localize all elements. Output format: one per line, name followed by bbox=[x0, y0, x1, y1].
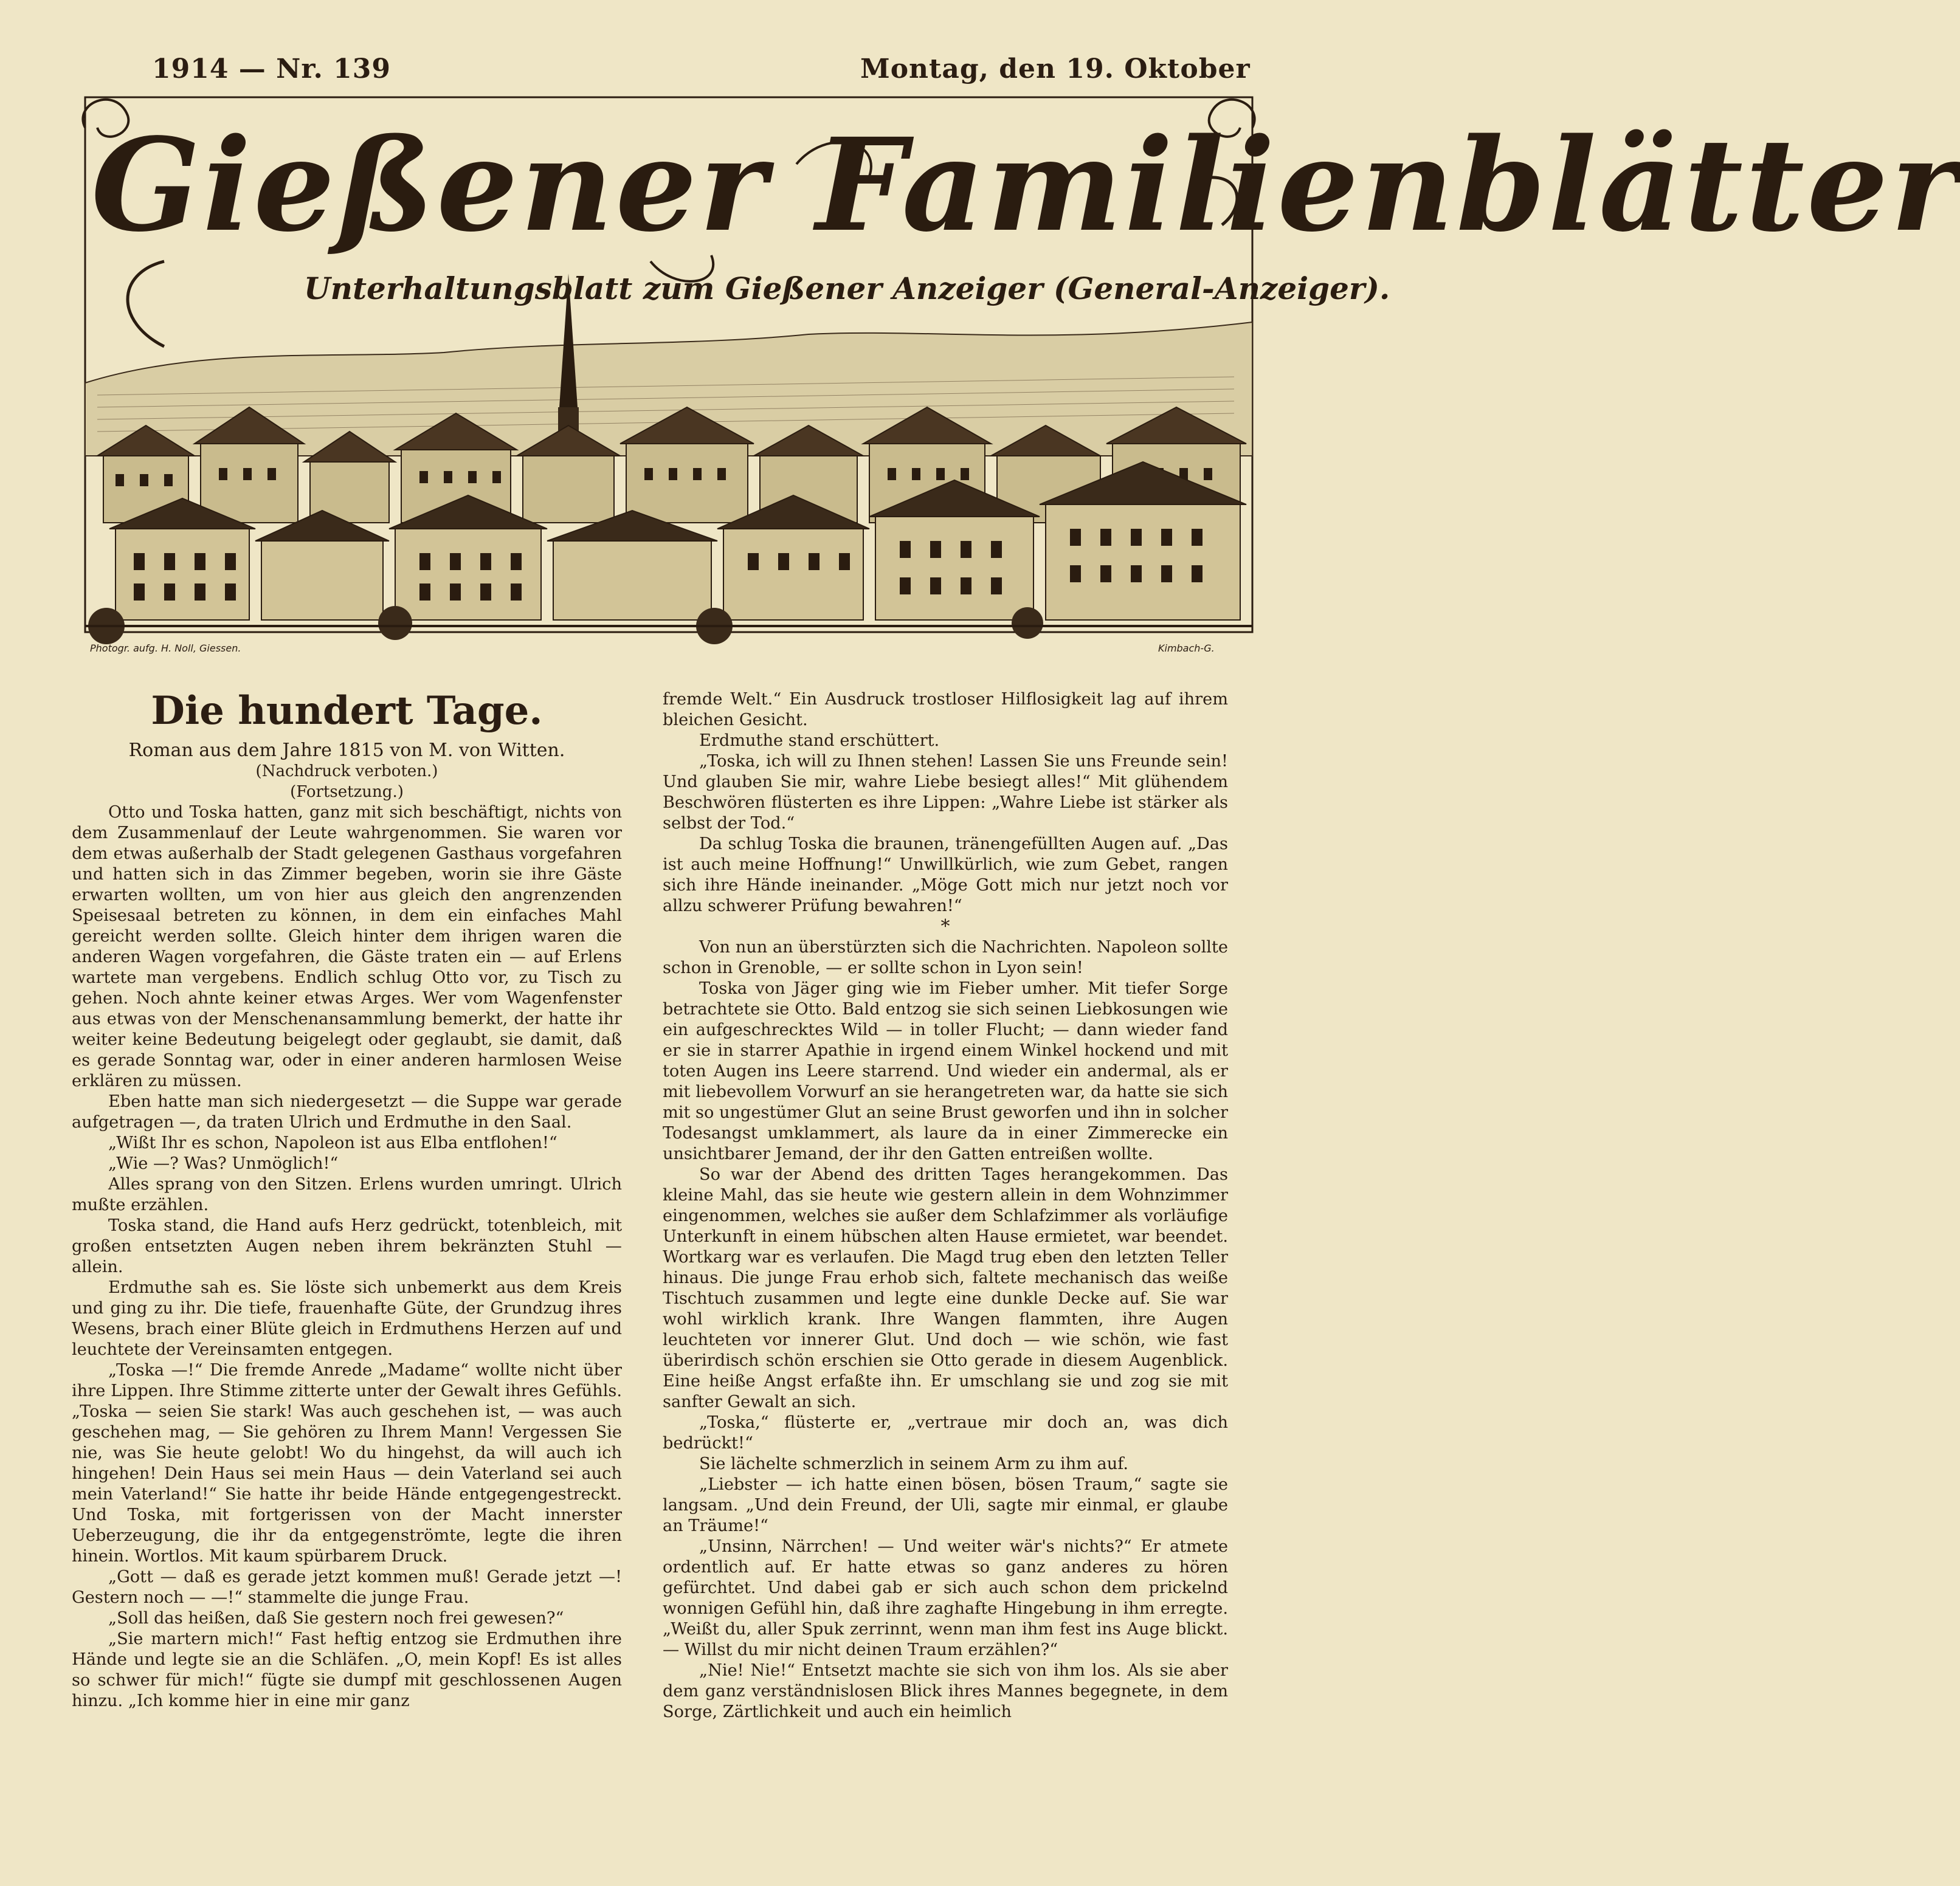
newspaper-subtitle: Unterhaltungsblatt zum Gießener Anzeiger (General-Anzeiger). bbox=[304, 270, 1390, 306]
issue-date: Montag, den 19. Oktober bbox=[860, 53, 1251, 84]
paragraph: „Nie! Nie!“ Entsetzt machte sie sich von ihm los. Als sie aber dem ganz verständnislosen Blick ihres Mannes begegnete, in dem Sorge, Zärtlichkeit und auch ein heimlich bbox=[663, 1661, 1228, 1721]
masthead bbox=[79, 91, 1960, 638]
article-column-left bbox=[72, 687, 622, 1712]
paragraph: Eben hatte man sich niedergesetzt — die Suppe war gerade aufgetragen —, da traten Ulrich und Erdmuthe in den Saal. bbox=[72, 1092, 622, 1132]
paragraph: „Sie martern mich!“ Fast heftig entzog sie Erdmuthen ihre Hände und legte sie an die Schläfen. „O, mein Kopf! Es ist alles so schwer für mich!“ fügte sie dumpf mit geschlossenen Augen hinzu. „Ich komme hier in eine mir ganz bbox=[72, 1630, 622, 1710]
paragraph: „Gott — daß es gerade jetzt kommen muß! Gerade jetzt —! Gestern noch — —!“ stammelte die junge Frau. bbox=[72, 1568, 622, 1607]
reprint-note: (Nachdruck verboten.) bbox=[255, 762, 438, 780]
paragraph: „Liebster — ich hatte einen bösen, bösen Traum,“ sagte sie langsam. „Und dein Freund, der Uli, sagte mir einmal, er glaube an Träume!“ bbox=[663, 1475, 1228, 1535]
article-column-right bbox=[663, 689, 1228, 1723]
engraver-credit: Kimbach-G. bbox=[1158, 642, 1215, 654]
paragraph: Von nun an überstürzten sich die Nachrichten. Napoleon sollte schon in Grenoble, — er sollte schon in Lyon sein! bbox=[663, 938, 1228, 977]
paragraph: Da schlug Toska die braunen, tränengefüllten Augen auf. „Das ist auch meine Hoffnung!“ Unwillkürlich, wie zum Gebet, rangen sich ihre Hände ineinander. „Möge Gott mich nur jetzt noch vor allzu schwerer Prüfung bewahren!“ bbox=[663, 835, 1228, 915]
paragraph: „Toska —!“ Die fremde Anrede „Madame“ wollte nicht über ihre Lippen. Ihre Stimme zitterte unter der Gewalt ihres Gefühls. „Toska — seien Sie stark! Was auch geschehen ist, — was auch geschehen mag, — Sie gehören zu Ihrem Mann! Vergessen Sie nie, was Sie heute gelobt! Wo du hingehst, da will auch ich hingehen! Dein Haus sei mein Haus — dein Vaterland sei auch mein Vaterland!“ Sie hatte ihr beide Hände entgegengestreckt. Und Toska, mit fortgerissen von der Macht innerster Ueberzeugung, die ihr da entgegenströmte, legte die ihren hinein. Wortlos. Mit kaum spürbarem Druck. bbox=[72, 1361, 622, 1566]
paragraph: Toska von Jäger ging wie im Fieber umher. Mit tiefer Sorge betrachtete sie Otto. Bald entzog sie sich seinen Liebkosungen wie ein aufgeschrecktes Wild — in toller Flucht; — dann wieder fand er sie in starrer Apathie in irgend einem Winkel hockend und mit toten Augen ins Leere starrend. Und wieder ein andermal, als er mit liebevollem Vorwurf an sie herangetreten war, da hatte sie sich mit so ungestümer Glut an seine Brust geworfen und ihn in solcher Todesangst umklammert, als laure da in einer Zimmerecke ein unsichtbarer Jemand, der ihr den Gatten entreißen wollte. bbox=[663, 979, 1228, 1163]
photo-credit: Photogr. aufg. H. Noll, Giessen. bbox=[90, 642, 241, 654]
paragraph: Erdmuthe stand erschüttert. bbox=[699, 731, 940, 750]
paragraph: „Soll das heißen, daß Sie gestern noch frei gewesen?“ bbox=[108, 1609, 564, 1628]
continuation-note: (Fortsetzung.) bbox=[290, 783, 404, 801]
paragraph: fremde Welt.“ Ein Ausdruck trostloser Hilflosigkeit lag auf ihrem bleichen Gesicht. bbox=[663, 690, 1228, 729]
issue-number: 1914 — Nr. 139 bbox=[152, 53, 391, 84]
paragraph: „Wie —? Was? Unmöglich!“ bbox=[108, 1154, 339, 1173]
paragraph: Erdmuthe sah es. Sie löste sich unbemerkt aus dem Kreis und ging zu ihr. Die tiefe, frauenhafte Güte, der Grundzug ihres Wesens, brach einer Blüte gleich in Erdmuthens Herzen auf und leuchtete der Vereinsamten entgegen. bbox=[72, 1278, 622, 1359]
paragraph: „Toska, ich will zu Ihnen stehen! Lassen Sie uns Freunde sein! Und glauben Sie mir, wahre Liebe besiegt alles!“ Mit glühendem Beschwören flüsterten es ihre Lippen: „Wahre Liebe ist stärker als selbst der Tod.“ bbox=[663, 752, 1228, 833]
paragraph: Sie lächelte schmerzlich in seinem Arm zu ihm auf. bbox=[699, 1454, 1128, 1473]
paragraph: „Toska,“ flüsterte er, „vertraue mir doch an, was dich bedrückt!“ bbox=[663, 1413, 1228, 1453]
paragraph: „Wißt Ihr es schon, Napoleon ist aus Elba entflohen!“ bbox=[108, 1134, 557, 1152]
newspaper-title: Gießener Familienblätter bbox=[91, 110, 1960, 260]
section-separator: * bbox=[940, 916, 950, 937]
paragraph: „Unsinn, Närrchen! — Und weiter wär's nichts?“ Er atmete ordentlich auf. Er hatte etwas so ganz anderes zu hören gefürchtet. Und dabei gab er sich auch schon dem prickelnd wonnigen Gefühl hin, daß ihre zaghafte Hingebung in ihm erregte. „Weißt du, aller Spuk zerrinnt, wenn man ihm fest ins Auge blickt. — Willst du mir nicht deinen Traum erzählen?“ bbox=[663, 1537, 1228, 1659]
paragraph: So war der Abend des dritten Tages herangekommen. Das kleine Mahl, das sie heute wie gestern allein in dem Wohnzimmer eingenommen, welches sie außer dem Schlafzimmer als vorläufige Unterkunft in einem hübschen alten Hause ermietet, war beendet. Wortkarg war es verlaufen. Die Magd trug eben den letzten Teller hinaus. Die junge Frau erhob sich, faltete mechanisch das weiße Tischtuch zusammen und legte eine dunkle Decke auf. Sie war wohl wirklich krank. Ihre Wangen flammten, ihre Augen leuchteten vor innerer Glut. Und doch — wie schön, wie fast überirdisch schön erschien sie Otto gerade in diesem Augenblick. Eine heiße Angst erfaßte ihn. Er umschlang sie und zog sie mit sanfter Gewalt an sich. bbox=[663, 1165, 1228, 1411]
paragraph: Otto und Toska hatten, ganz mit sich beschäftigt, nichts von dem Zusammenlauf der Leute wahrgenommen. Sie waren vor dem etwas außerhalb der Stadt gelegenen Gasthaus vorgefahren und hatten sich in das Zimmer begeben, worin sie ihre Gäste erwarten wollten, um von hier aus gleich den angrenzenden Speisesaal betreten zu können, in dem ein einfaches Mahl gereicht werden sollte. Gleich hinter dem ihrigen waren die anderen Wagen vorgefahren, die Gäste traten ein — auf Erlens wartete man vergebens. Endlich schlug Otto vor, zu Tisch zu gehen. Noch ahnte keiner etwas Arges. Wer vom Wagenfenster aus etwas von der Menschenansammlung bemerkt, der hatte ihr weiter keine Bedeutung beigelegt oder geglaubt, sie damit, daß es gerade Sonntag war, oder in einer anderen harmlosen Weise erklären zu müssen. bbox=[72, 803, 622, 1090]
article-title: Die hundert Tage. bbox=[151, 688, 543, 734]
paragraph: Alles sprang von den Sitzen. Erlens wurden umringt. Ulrich mußte erzählen. bbox=[72, 1175, 622, 1214]
article-subtitle: Roman aus dem Jahre 1815 von M. von Witten. bbox=[128, 740, 565, 761]
paragraph: Toska stand, die Hand aufs Herz gedrückt, totenbleich, mit großen entsetzten Augen neben ihrem bekränzten Stuhl — allein. bbox=[72, 1216, 622, 1276]
